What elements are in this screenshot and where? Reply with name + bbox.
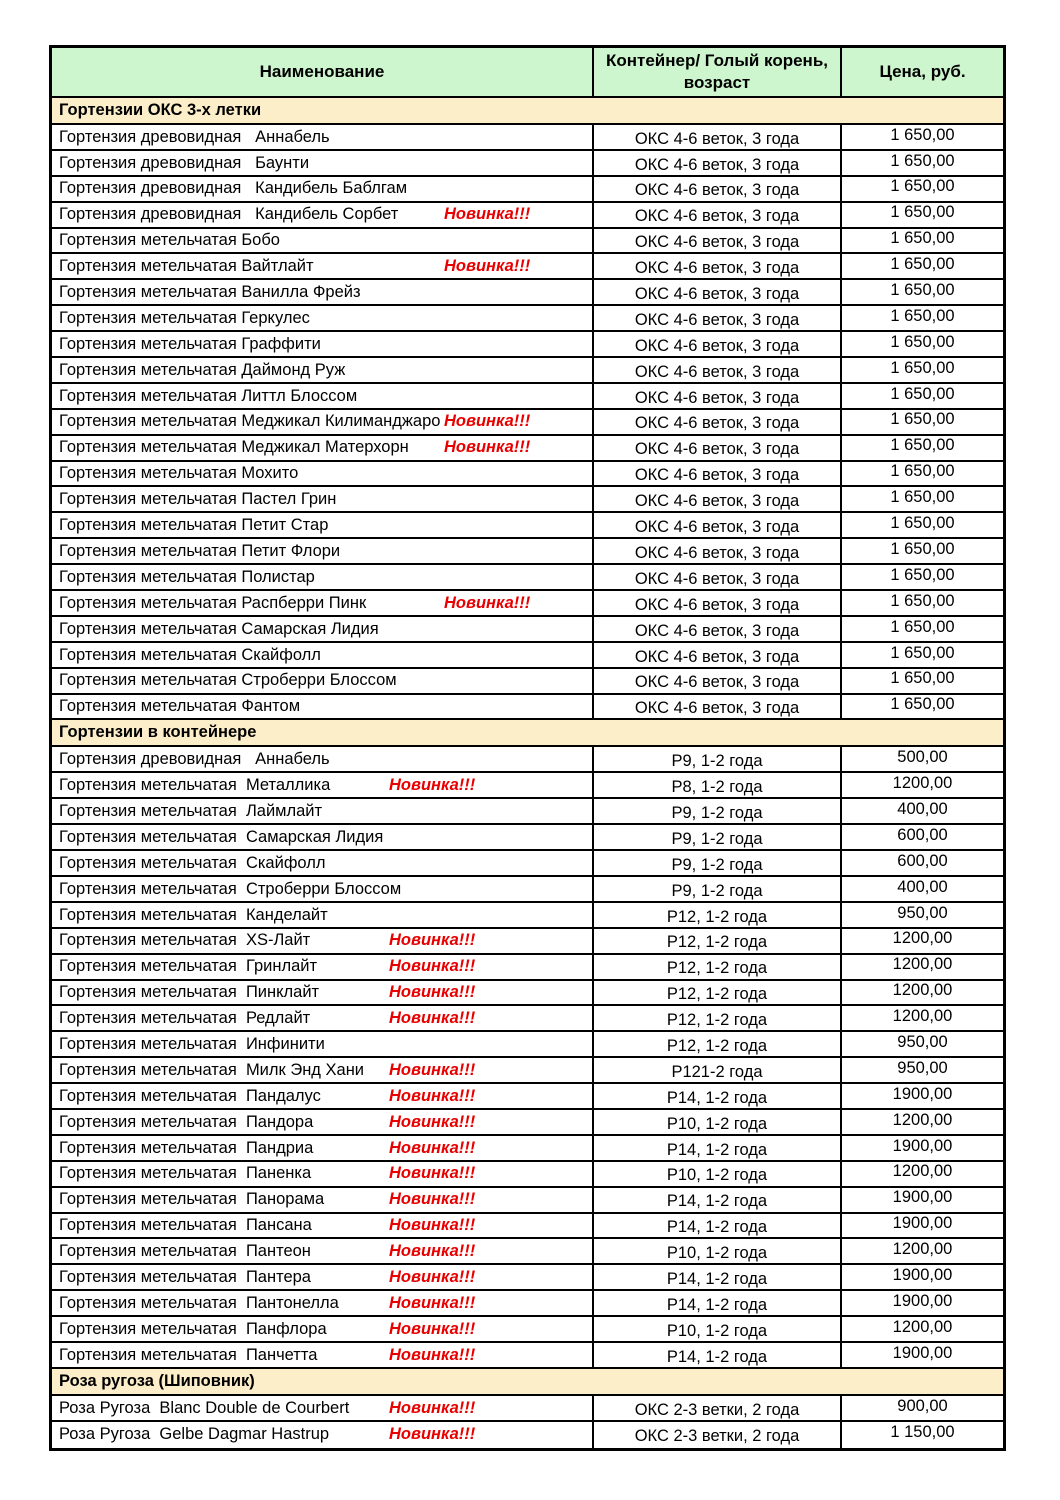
table-row <box>52 332 1003 358</box>
price-cell: 1200,00 <box>840 1162 1003 1186</box>
table-row <box>52 773 1003 799</box>
plant-name-cell <box>52 747 592 771</box>
new-badge: Новинка!!! <box>389 1164 476 1183</box>
table-row <box>52 669 1003 695</box>
table-row <box>52 229 1003 255</box>
plant-name: Гортензия метельчатая Бобо <box>59 231 280 250</box>
container-age-cell: ОКС 4-6 веток, 3 года <box>592 125 840 149</box>
price-cell: 1 650,00 <box>840 643 1003 667</box>
plant-name: Гортензия древовидная Аннабель <box>59 127 330 146</box>
plant-name-cell <box>52 358 592 382</box>
plant-name-cell <box>52 1084 592 1108</box>
table-row <box>52 565 1003 591</box>
new-badge: Новинка!!! <box>389 1345 476 1364</box>
plant-name-cell <box>52 1396 592 1420</box>
container-age-cell: Р121-2 года <box>592 1058 840 1082</box>
plant-name-cell <box>52 1110 592 1134</box>
container-age-cell: Р10, 1-2 года <box>592 1162 840 1186</box>
price-cell: 1 650,00 <box>840 203 1003 227</box>
container-age-cell: Р14, 1-2 года <box>592 1136 840 1160</box>
price-cell: 1900,00 <box>840 1136 1003 1160</box>
price-cell: 950,00 <box>840 903 1003 927</box>
new-badge: Новинка!!! <box>389 1293 476 1312</box>
price-cell: 1200,00 <box>840 1317 1003 1341</box>
container-age-cell: Р10, 1-2 года <box>592 1317 840 1341</box>
plant-name: Гортензия метельчатая Пастел Грин <box>59 490 337 509</box>
container-age-cell: Р12, 1-2 года <box>592 955 840 979</box>
container-age-cell: ОКС 4-6 веток, 3 года <box>592 513 840 537</box>
table-row <box>52 462 1003 488</box>
plant-name-cell <box>52 177 592 201</box>
plant-name-cell <box>52 306 592 330</box>
plant-name-cell <box>52 1265 592 1289</box>
new-badge: Новинка!!! <box>389 1216 476 1235</box>
price-cell: 1 650,00 <box>840 280 1003 304</box>
container-age-cell: ОКС 4-6 веток, 3 года <box>592 591 840 615</box>
table-row <box>52 254 1003 280</box>
table-row <box>52 1188 1003 1214</box>
container-age-cell: ОКС 4-6 веток, 3 года <box>592 229 840 253</box>
price-cell: 1 650,00 <box>840 462 1003 486</box>
table-row <box>52 358 1003 384</box>
price-cell: 1900,00 <box>840 1265 1003 1289</box>
container-age-cell: ОКС 4-6 веток, 3 года <box>592 254 840 278</box>
table-row <box>52 1006 1003 1032</box>
plant-name: Гортензия метельчатая Пантера <box>59 1267 311 1286</box>
plant-name: Гортензия метельчатая Скайфолл <box>59 645 321 664</box>
price-cell: 1900,00 <box>840 1084 1003 1108</box>
container-age-cell: Р12, 1-2 года <box>592 1006 840 1030</box>
new-badge: Новинка!!! <box>444 257 531 276</box>
plant-name-cell <box>52 1006 592 1030</box>
plant-name: Гортензия метельчатая Пансана <box>59 1216 312 1235</box>
table-row <box>52 1291 1003 1317</box>
plant-name: Гортензия метельчатая Панорама <box>59 1190 325 1209</box>
price-cell: 1 650,00 <box>840 332 1003 356</box>
section-title: Гортензии ОКС 3-х летки <box>59 101 262 119</box>
container-age-cell: ОКС 4-6 веток, 3 года <box>592 436 840 460</box>
table-row <box>52 1136 1003 1162</box>
table-row <box>52 513 1003 539</box>
plant-name: Роза Ругоза Gelbe Dagmar Hastrup <box>59 1425 330 1444</box>
table-row <box>52 799 1003 825</box>
table-row <box>52 955 1003 981</box>
price-cell: 1200,00 <box>840 1006 1003 1030</box>
table-row <box>52 1084 1003 1110</box>
price-cell: 1 650,00 <box>840 513 1003 537</box>
container-age-cell: Р14, 1-2 года <box>592 1265 840 1289</box>
plant-name-cell <box>52 513 592 537</box>
plant-name-cell <box>52 773 592 797</box>
plant-name-cell <box>52 410 592 434</box>
plant-name-cell <box>52 669 592 693</box>
plant-name-cell <box>52 436 592 460</box>
table-row <box>52 1422 1003 1448</box>
section-header-row <box>52 98 1003 125</box>
plant-name: Гортензия метельчатая Вайтлайт <box>59 257 314 276</box>
plant-name: Гортензия метельчатая Пандора <box>59 1112 314 1131</box>
price-cell: 1 650,00 <box>840 384 1003 408</box>
price-cell: 1200,00 <box>840 981 1003 1005</box>
container-age-cell: Р9, 1-2 года <box>592 825 840 849</box>
container-age-cell: Р14, 1-2 года <box>592 1084 840 1108</box>
price-cell: 1900,00 <box>840 1343 1003 1367</box>
column-header-price: Цена, руб. <box>840 48 1003 96</box>
table-row <box>52 695 1003 721</box>
plant-name-cell <box>52 1032 592 1056</box>
container-age-cell: Р12, 1-2 года <box>592 981 840 1005</box>
price-cell: 1900,00 <box>840 1188 1003 1212</box>
plant-name: Гортензия метельчатая Геркулес <box>59 308 310 327</box>
plant-name: Гортензия метельчатая Пандалус <box>59 1086 321 1105</box>
price-cell: 1 650,00 <box>840 695 1003 719</box>
plant-name-cell <box>52 229 592 253</box>
table-row <box>52 1110 1003 1136</box>
table-row <box>52 1214 1003 1240</box>
plant-name-cell <box>52 591 592 615</box>
plant-name-cell <box>52 695 592 719</box>
table-row <box>52 539 1003 565</box>
column-header-container-age: Контейнер/ Голый корень, возраст <box>592 48 840 96</box>
price-cell: 1200,00 <box>840 773 1003 797</box>
price-cell: 1900,00 <box>840 1291 1003 1315</box>
plant-name: Роза Ругоза Blanc Double de Courbert <box>59 1398 350 1417</box>
plant-name-cell <box>52 1136 592 1160</box>
price-cell: 1 650,00 <box>840 254 1003 278</box>
plant-name-cell <box>52 1058 592 1082</box>
container-age-cell: ОКС 4-6 веток, 3 года <box>592 539 840 563</box>
plant-name: Гортензия древовидная Кандибель Баблгам <box>59 179 408 198</box>
table-row <box>52 1032 1003 1058</box>
table-row <box>52 643 1003 669</box>
table-row <box>52 410 1003 436</box>
table-row <box>52 436 1003 462</box>
table-row <box>52 1317 1003 1343</box>
table-row <box>52 306 1003 332</box>
price-cell: 1 650,00 <box>840 669 1003 693</box>
plant-name: Гортензия метельчатая Скайфолл <box>59 853 326 872</box>
plant-name: Гортензия метельчатая Меджикал Матерхорн <box>59 438 409 457</box>
container-age-cell: ОКС 4-6 веток, 3 года <box>592 177 840 201</box>
container-age-cell: ОКС 4-6 веток, 3 года <box>592 358 840 382</box>
plant-name-cell <box>52 903 592 927</box>
plant-name-cell <box>52 799 592 823</box>
table-row <box>52 591 1003 617</box>
plant-name: Гортензия метельчатая Фантом <box>59 697 301 716</box>
price-cell: 950,00 <box>840 1032 1003 1056</box>
new-badge: Новинка!!! <box>389 1425 476 1444</box>
container-age-cell: Р9, 1-2 года <box>592 747 840 771</box>
section-header-row <box>52 1369 1003 1396</box>
new-badge: Новинка!!! <box>389 931 476 950</box>
price-cell: 1 650,00 <box>840 487 1003 511</box>
container-age-cell: ОКС 4-6 веток, 3 года <box>592 332 840 356</box>
plant-name-cell <box>52 487 592 511</box>
plant-name: Гортензия метельчатая Гринлайт <box>59 957 318 976</box>
plant-name-cell <box>52 617 592 641</box>
plant-name-cell <box>52 955 592 979</box>
price-cell: 1 150,00 <box>840 1422 1003 1448</box>
container-age-cell: ОКС 4-6 веток, 3 года <box>592 384 840 408</box>
container-age-cell: ОКС 4-6 веток, 3 года <box>592 462 840 486</box>
price-cell: 1 650,00 <box>840 617 1003 641</box>
plant-name: Гортензия метельчатая Распберри Пинк <box>59 593 367 612</box>
plant-name: Гортензия древовидная Кандибель Сорбет <box>59 205 399 224</box>
price-cell: 1200,00 <box>840 955 1003 979</box>
plant-name: Гортензия метельчатая Канделайт <box>59 905 328 924</box>
new-badge: Новинка!!! <box>389 957 476 976</box>
table-row <box>52 151 1003 177</box>
new-badge: Новинка!!! <box>389 983 476 1002</box>
new-badge: Новинка!!! <box>389 1242 476 1261</box>
plant-name: Гортензия метельчатая Металлика <box>59 776 331 795</box>
price-cell: 1 650,00 <box>840 306 1003 330</box>
price-cell: 1 650,00 <box>840 565 1003 589</box>
container-age-cell: Р14, 1-2 года <box>592 1188 840 1212</box>
plant-name-cell <box>52 1214 592 1238</box>
container-age-cell: Р10, 1-2 года <box>592 1239 840 1263</box>
price-cell: 1 650,00 <box>840 410 1003 434</box>
table-row <box>52 177 1003 203</box>
container-age-cell: Р12, 1-2 года <box>592 903 840 927</box>
plant-name: Гортензия метельчатая Самарская Лидия <box>59 619 379 638</box>
container-age-cell: Р12, 1-2 года <box>592 1032 840 1056</box>
plant-name-cell <box>52 332 592 356</box>
container-age-cell: ОКС 2-3 ветки, 2 года <box>592 1396 840 1420</box>
table-row <box>52 825 1003 851</box>
plant-name: Гортензия метельчатая Панчетта <box>59 1345 318 1364</box>
plant-name-cell <box>52 1239 592 1263</box>
plant-name: Гортензия метельчатая Строберри Блоссом <box>59 671 397 690</box>
plant-name: Гортензия метельчатая Самарская Лидия <box>59 827 384 846</box>
plant-name-cell <box>52 877 592 901</box>
plant-name: Гортензия метельчатая Полистар <box>59 567 315 586</box>
price-cell: 1 650,00 <box>840 229 1003 253</box>
container-age-cell: ОКС 4-6 веток, 3 года <box>592 410 840 434</box>
price-cell: 1 650,00 <box>840 125 1003 149</box>
plant-name-cell <box>52 125 592 149</box>
table-row <box>52 1162 1003 1188</box>
container-age-cell: Р12, 1-2 года <box>592 929 840 953</box>
table-row <box>52 1396 1003 1422</box>
price-cell: 1200,00 <box>840 929 1003 953</box>
container-age-cell: ОКС 2-3 ветки, 2 года <box>592 1422 840 1448</box>
container-age-cell: ОКС 4-6 веток, 3 года <box>592 565 840 589</box>
table-header-row <box>52 48 1003 98</box>
price-cell: 600,00 <box>840 825 1003 849</box>
plant-name-cell <box>52 1188 592 1212</box>
plant-name: Гортензия метельчатая Ванилла Фрейз <box>59 283 361 302</box>
plant-name: Гортензия метельчатая Пандриа <box>59 1138 314 1157</box>
plant-name: Гортензия метельчатая Меджикал Килиманджаро <box>59 412 441 431</box>
plant-name-cell <box>52 151 592 175</box>
plant-name-cell <box>52 1317 592 1341</box>
price-cell: 1200,00 <box>840 1110 1003 1134</box>
plant-name: Гортензия метельчатая Панфлора <box>59 1319 327 1338</box>
price-cell: 1 650,00 <box>840 591 1003 615</box>
container-age-cell: Р14, 1-2 года <box>592 1343 840 1367</box>
new-badge: Новинка!!! <box>444 438 531 457</box>
column-header-name: Наименование <box>259 62 385 82</box>
table-row <box>52 1343 1003 1369</box>
table-row <box>52 487 1003 513</box>
price-cell: 1200,00 <box>840 1239 1003 1263</box>
price-cell: 900,00 <box>840 1396 1003 1420</box>
container-age-cell: ОКС 4-6 веток, 3 года <box>592 151 840 175</box>
new-badge: Новинка!!! <box>389 776 476 795</box>
plant-name-cell <box>52 1162 592 1186</box>
container-age-cell: ОКС 4-6 веток, 3 года <box>592 487 840 511</box>
new-badge: Новинка!!! <box>389 1138 476 1157</box>
plant-name-cell <box>52 462 592 486</box>
container-age-cell: ОКС 4-6 веток, 3 года <box>592 669 840 693</box>
plant-name: Гортензия метельчатая Петит Флори <box>59 541 341 560</box>
plant-name: Гортензия метельчатая Редлайт <box>59 1009 311 1028</box>
new-badge: Новинка!!! <box>389 1267 476 1286</box>
container-age-cell: Р8, 1-2 года <box>592 773 840 797</box>
table-row <box>52 929 1003 955</box>
plant-name-cell <box>52 1343 592 1367</box>
plant-name: Гортензия метельчатая Мохито <box>59 464 299 483</box>
plant-name-cell <box>52 203 592 227</box>
plant-name-cell <box>52 565 592 589</box>
price-cell: 950,00 <box>840 1058 1003 1082</box>
container-age-cell: Р9, 1-2 года <box>592 799 840 823</box>
new-badge: Новинка!!! <box>389 1060 476 1079</box>
table-row <box>52 877 1003 903</box>
plant-name: Гортензия метельчатая XS-Лайт <box>59 931 311 950</box>
container-age-cell: Р9, 1-2 года <box>592 851 840 875</box>
plant-name-cell <box>52 929 592 953</box>
new-badge: Новинка!!! <box>444 412 531 431</box>
price-table <box>49 45 1006 1451</box>
table-row <box>52 1058 1003 1084</box>
container-age-cell: ОКС 4-6 веток, 3 года <box>592 695 840 719</box>
plant-name-cell <box>52 384 592 408</box>
table-row <box>52 280 1003 306</box>
container-age-cell: ОКС 4-6 веток, 3 года <box>592 203 840 227</box>
table-row <box>52 1239 1003 1265</box>
section-title: Роза ругоза (Шиповник) <box>59 1371 255 1390</box>
new-badge: Новинка!!! <box>389 1009 476 1028</box>
plant-name-cell <box>52 254 592 278</box>
table-row <box>52 384 1003 410</box>
plant-name: Гортензия метельчатая Литтл Блоссом <box>59 386 358 405</box>
container-age-cell: ОКС 4-6 веток, 3 года <box>592 280 840 304</box>
plant-name-cell <box>52 280 592 304</box>
plant-name-cell <box>52 981 592 1005</box>
price-cell: 1 650,00 <box>840 358 1003 382</box>
plant-name: Гортензия метельчатая Милк Энд Хани <box>59 1060 365 1079</box>
price-cell: 400,00 <box>840 877 1003 901</box>
plant-name: Гортензия метельчатая Даймонд Руж <box>59 360 346 379</box>
price-cell: 400,00 <box>840 799 1003 823</box>
plant-name-cell <box>52 539 592 563</box>
price-cell: 1 650,00 <box>840 151 1003 175</box>
plant-name-cell <box>52 851 592 875</box>
table-row <box>52 747 1003 773</box>
table-row <box>52 851 1003 877</box>
table-row <box>52 1265 1003 1291</box>
container-age-cell: ОКС 4-6 веток, 3 года <box>592 306 840 330</box>
price-cell: 1 650,00 <box>840 177 1003 201</box>
section-title: Гортензии в контейнере <box>59 723 257 742</box>
table-row <box>52 125 1003 151</box>
plant-name-cell <box>52 1291 592 1315</box>
new-badge: Новинка!!! <box>389 1112 476 1131</box>
new-badge: Новинка!!! <box>389 1319 476 1338</box>
plant-name: Гортензия древовидная Баунти <box>59 153 310 172</box>
container-age-cell: Р10, 1-2 года <box>592 1110 840 1134</box>
plant-name: Гортензия метельчатая Лаймлайт <box>59 801 323 820</box>
new-badge: Новинка!!! <box>444 205 531 224</box>
new-badge: Новинка!!! <box>389 1086 476 1105</box>
plant-name: Гортензия метельчатая Паненка <box>59 1164 312 1183</box>
new-badge: Новинка!!! <box>389 1398 476 1417</box>
plant-name: Гортензия метельчатая Пантонелла <box>59 1293 339 1312</box>
container-age-cell: Р9, 1-2 года <box>592 877 840 901</box>
table-row <box>52 203 1003 229</box>
plant-name: Гортензия древовидная Аннабель <box>59 750 330 769</box>
price-cell: 1 650,00 <box>840 539 1003 563</box>
container-age-cell: Р14, 1-2 года <box>592 1214 840 1238</box>
plant-name: Гортензия метельчатая Строберри Блоссом <box>59 879 402 898</box>
plant-name-cell <box>52 643 592 667</box>
new-badge: Новинка!!! <box>444 593 531 612</box>
price-cell: 500,00 <box>840 747 1003 771</box>
table-row <box>52 981 1003 1007</box>
plant-name: Гортензия метельчатая Инфинити <box>59 1034 325 1053</box>
section-header-row <box>52 720 1003 747</box>
container-age-cell: ОКС 4-6 веток, 3 года <box>592 643 840 667</box>
new-badge: Новинка!!! <box>389 1190 476 1209</box>
container-age-cell: Р14, 1-2 года <box>592 1291 840 1315</box>
plant-name: Гортензия метельчатая Граффити <box>59 334 321 353</box>
table-row <box>52 903 1003 929</box>
price-cell: 1 650,00 <box>840 436 1003 460</box>
price-cell: 1900,00 <box>840 1214 1003 1238</box>
plant-name-cell <box>52 1422 592 1448</box>
plant-name: Гортензия метельчатая Пинклайт <box>59 983 320 1002</box>
table-row <box>52 617 1003 643</box>
plant-name: Гортензия метельчатая Петит Стар <box>59 516 329 535</box>
plant-name: Гортензия метельчатая Пантеон <box>59 1242 311 1261</box>
container-age-cell: ОКС 4-6 веток, 3 года <box>592 617 840 641</box>
plant-name-cell <box>52 825 592 849</box>
price-cell: 600,00 <box>840 851 1003 875</box>
